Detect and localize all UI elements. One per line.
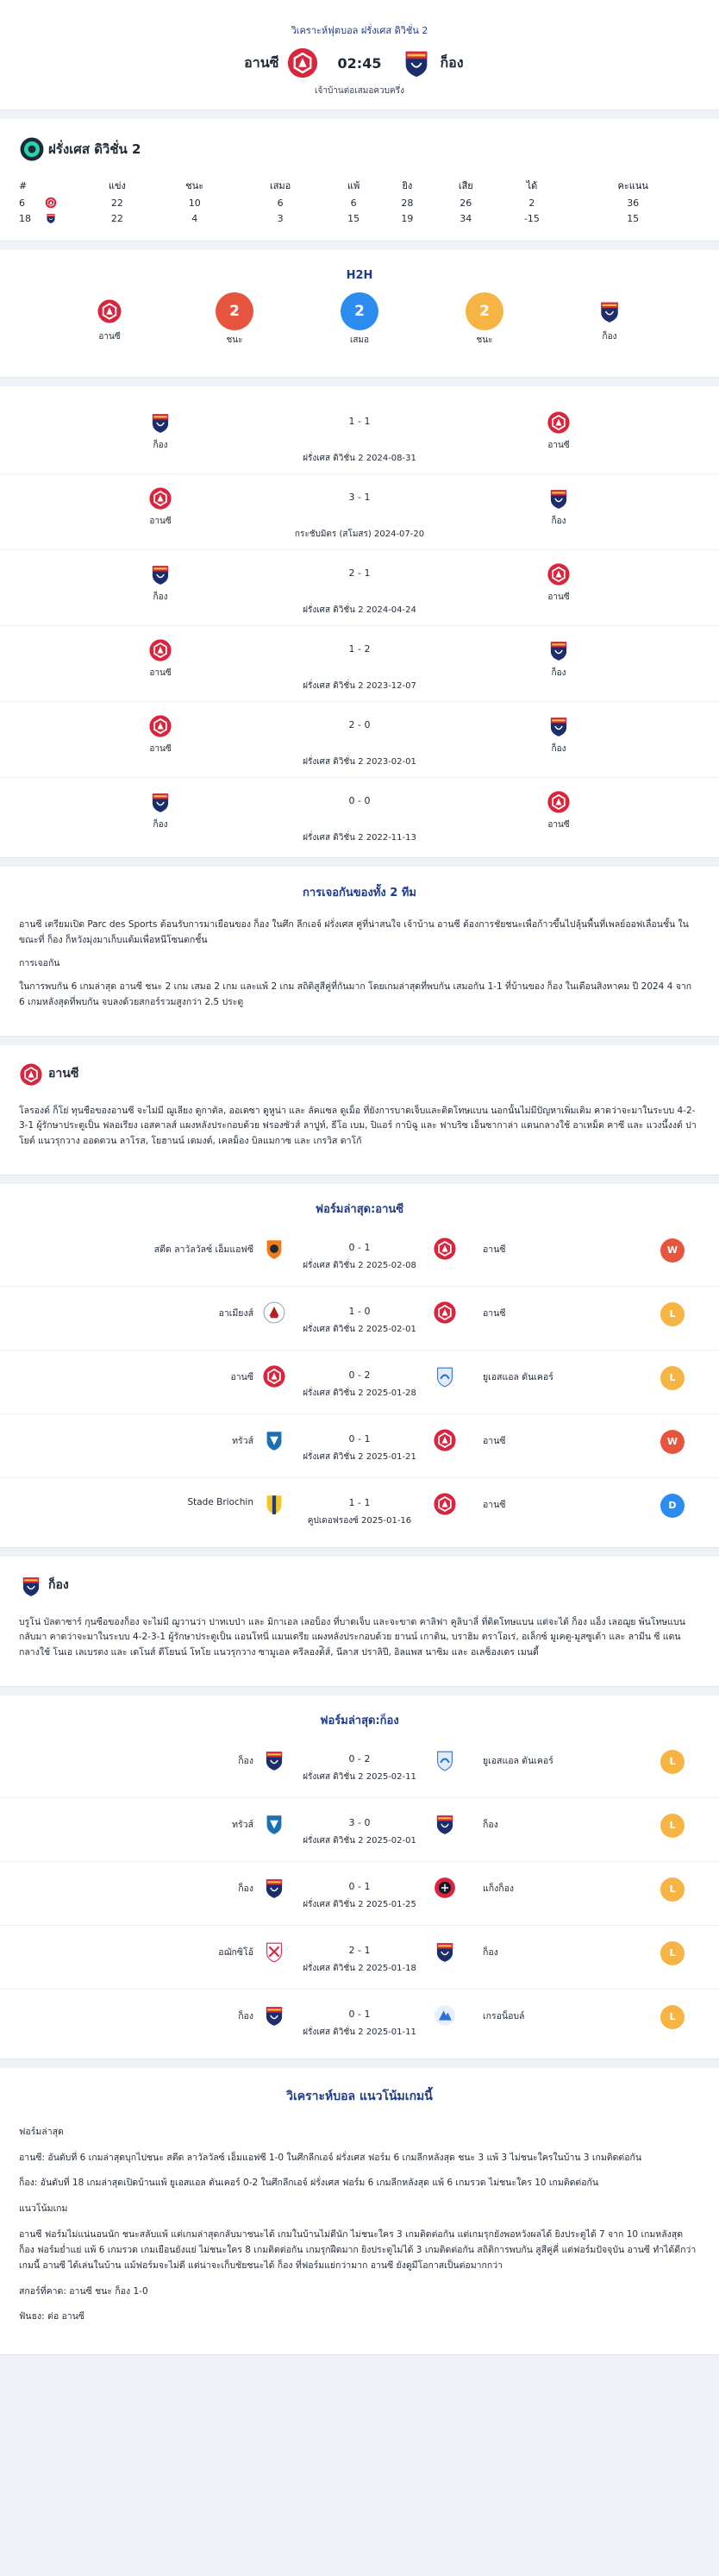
col-goals-against: เสีย [458, 180, 473, 191]
annecy-logo-icon [433, 1428, 457, 1452]
standings-title-text: ฝรั่งเศส ดิวิชั่น 2 [48, 141, 141, 157]
form-score: 0 - 1 [348, 2008, 371, 2020]
league-logo-icon [19, 136, 45, 162]
form-score: 0 - 1 [348, 1432, 371, 1445]
match-home-name: ก็อง [153, 820, 168, 830]
row-lost: 15 [347, 212, 360, 224]
form-away-name[interactable]: ยูเอสแอล ดันเคอร์ [483, 1371, 553, 1382]
annecy-logo-icon [19, 1062, 43, 1087]
meeting-section [0, 867, 719, 1037]
result-badge: L [660, 1877, 685, 1902]
kickoff-time: 02:45 [337, 54, 382, 72]
match-meta: ฝรั่งเศส ดิวิชั่น 2 2023-12-07 [303, 681, 416, 691]
h2h-stats-row [0, 282, 719, 347]
h2h-away-label: ก็อง [602, 332, 617, 342]
dunkerque-logo-icon [433, 1364, 457, 1388]
form-score: 0 - 2 [348, 1752, 371, 1764]
meeting-paragraph: อานซี เตรียมเปิด Parc des Sports ต้อนรับการมาเยือนของ ก็อง ในศึก ลีกเอจ์ ฝรั่งเศส คู่ที่น่าสนใจ เจ้าบ้าน อานซี ต้องการชัยชนะเพื่อก้าวขึ้นไปลุ้นพื้นที่เพลย์ออฟเลื่อนชั้น ในขณะที่ ก็อง ก็หวังมุ่งมาเก็บแต้มเพื่อหนีโซนตกชั้น [19, 919, 689, 945]
form-row[interactable] [0, 1734, 719, 1798]
match-away[interactable] [524, 562, 593, 604]
form-home-name[interactable]: ก็อง [238, 2010, 253, 2021]
caen-logo-icon [547, 714, 571, 738]
row-ga: 26 [460, 197, 472, 209]
table-row[interactable] [19, 210, 700, 226]
result-badge: L [660, 1941, 685, 1965]
result-badge: L [660, 1366, 685, 1390]
predicted-score: สกอร์ที่คาด: อานซี ชนะ ก็อง 1-0 [19, 2285, 148, 2297]
standings-table [19, 176, 700, 226]
stat-label: ชนะ [476, 335, 493, 345]
form-score: 1 - 0 [348, 1305, 371, 1317]
row-played: 22 [110, 212, 123, 224]
caen-logo-icon [547, 486, 571, 511]
caen-team-news [0, 1557, 719, 1687]
stat-circle: 2 [341, 292, 378, 330]
match-away-name: ก็อง [551, 668, 566, 678]
form-home-name[interactable]: ก็อง [238, 1883, 253, 1894]
teams-row [0, 47, 719, 79]
row-pts: 36 [627, 197, 640, 209]
annecy-logo-icon [547, 411, 571, 435]
match-header [0, 0, 719, 110]
form-meta: ฝรั่งเศส ดิวิชั่น 2 2025-02-11 [303, 1771, 416, 1782]
caen-logo-icon [597, 298, 622, 324]
row-team [45, 195, 79, 210]
match-home-name: อานซี [149, 668, 172, 678]
form-row[interactable] [0, 1287, 719, 1351]
match-meta: กระชับมิตร (สโมสร) 2024-07-20 [294, 530, 425, 539]
form-away-name[interactable]: ก็อง [483, 1946, 498, 1958]
form-home-name[interactable]: ก็อง [238, 1755, 253, 1766]
caen-logo-icon [433, 1940, 457, 1964]
row-lost: 6 [350, 197, 357, 209]
h2h-stat-draws [321, 292, 398, 347]
annecy-logo-icon [433, 1237, 457, 1261]
form-away-name[interactable]: แก็งก็อง [483, 1883, 515, 1894]
form-score: 0 - 1 [348, 1880, 371, 1892]
form-meta: ฝรั่งเศส ดิวิชั่น 2 2025-02-01 [303, 1835, 416, 1846]
match-away[interactable] [524, 714, 593, 755]
annecy-logo-icon [433, 1492, 457, 1516]
row-gd: -15 [523, 212, 540, 224]
caen-news-title [19, 1574, 700, 1598]
form-home-name[interactable]: อฌักซิโอ้ [218, 1946, 253, 1958]
form-home-name[interactable]: ทรัวส์ [232, 1435, 253, 1446]
annecy-logo-icon [97, 298, 122, 324]
form-away-name[interactable]: ยูเอสแอล ดันเคอร์ [483, 1755, 553, 1766]
form-score: 1 - 1 [348, 1496, 371, 1508]
match-away-name: อานซี [547, 592, 570, 602]
h2h-match-row[interactable] [0, 778, 719, 854]
form-row[interactable] [0, 1223, 719, 1287]
h2h-away[interactable] [571, 292, 648, 347]
row-gd: 2 [528, 197, 535, 209]
result-badge: W [660, 1430, 685, 1454]
analysis-section [0, 2068, 719, 2355]
match-score: 3 - 1 [348, 492, 371, 503]
row-drawn: 3 [277, 212, 284, 224]
form-meta: ฝรั่งเศส ดิวิชั่น 2 2025-01-11 [303, 2027, 416, 2037]
form-score: 3 - 0 [348, 1816, 371, 1828]
annecy-news-title [19, 1062, 700, 1087]
h2h-match-row[interactable] [0, 702, 719, 778]
annecy-logo-icon [433, 1301, 457, 1325]
form-home-name[interactable]: Stade Briochin [187, 1496, 253, 1507]
annecy-team-news [0, 1045, 719, 1175]
handicap-info: เจ้าบ้านต่อเสมอควบครึ่ง [315, 86, 404, 96]
analysis-title: วิเคราะห์บอล แนวโน้มเกมนี้ [286, 2089, 433, 2103]
form-away-name[interactable]: ก็อง [483, 1819, 498, 1830]
match-home-name: ก็อง [153, 592, 168, 602]
annecy-logo-icon[interactable] [286, 47, 319, 79]
analysis-paragraph: ก็อง: อันดับที่ 18 เกมล่าสุดเปิดบ้านแพ้ ยูเอสแอล ดันเคอร์ 0-2 ในศึกลีกเอจ์ ฝรั่งเศส ฟอร์ม 6 เกมลีกหลังสุด แพ้ 6 เกมรวด ไม่ชนะใคร 10 เกมติดต่อกัน [19, 2178, 599, 2189]
form-score: 0 - 2 [348, 1369, 371, 1381]
h2h-home[interactable] [71, 292, 148, 347]
match-score: 1 - 1 [348, 416, 371, 427]
result-badge: W [660, 1238, 685, 1263]
match-meta: ฝรั่งเศส ดิวิชั่น 2 2024-08-31 [303, 454, 416, 463]
grenoble-logo-icon [433, 2003, 457, 2028]
form-row[interactable] [0, 1414, 719, 1478]
caen-logo-icon [433, 1812, 457, 1836]
match-meta: ฝรั่งเศส ดิวิชั่น 2 2024-04-24 [303, 605, 416, 615]
form-away-name[interactable]: เกรอน็อบล์ [483, 2010, 525, 2021]
match-away-name: อานซี [547, 441, 570, 450]
tip: ฟันธง: ต่อ อานซี [19, 2311, 84, 2322]
result-badge: L [660, 1750, 685, 1774]
caen-form-list [0, 1734, 719, 2053]
away-team-name[interactable]: ก็อง [440, 53, 464, 71]
caen-logo-icon [19, 1574, 43, 1598]
league-title: วิเคราะห์ฟุตบอล ฝรั่งเศส ดิวิชั่น 2 [291, 25, 428, 36]
form-score: 2 - 1 [348, 1944, 371, 1956]
form-meta: ฝรั่งเศส ดิวิชั่น 2 2025-02-01 [303, 1324, 416, 1334]
row-won: 10 [188, 197, 201, 209]
meeting-paragraph: ในการพบกัน 6 เกมล่าสุด อานซี ชนะ 2 เกม เสมอ 2 เกม และแพ้ 2 เกม สถิติสูสีคู่ที่กันมาก โดยเกมล่าสุดที่พบกัน เสมอกัน 1-1 ที่บ้านของ ก็อง ในเดือนสิงหาคม ปี 2024 4 จาก 6 เกมหลังสุดที่พบกัน จบลงด้วยสกอร์รวมสูงกว่า 2.5 ประตู [19, 981, 692, 1007]
match-home-name: ก็อง [153, 441, 168, 450]
caen-logo-icon [45, 212, 57, 224]
result-badge: L [660, 1302, 685, 1326]
result-badge: L [660, 1814, 685, 1838]
form-meta: คูปเดอฟรองซ์ 2025-01-16 [307, 1515, 412, 1526]
analysis-paragraph: อานซี: อันดับที่ 6 เกมล่าสุดบุกไปชนะ สตีด ลาวัลวัลซ์ เอ็มแอฟซี 1-0 ในศึกลีกเอจ์ ฝรั่งเศส ฟอร์ม 6 เกมลีกหลังสุด ชนะ 3 แพ้ 3 ไม่ชนะใครในบ้าน 3 เกมติดต่อกัน [19, 2152, 642, 2163]
col-goal-diff: ได้ [526, 180, 538, 191]
annecy-news-title-text: อานซี [48, 1067, 79, 1081]
row-pos: 6 [19, 197, 25, 209]
annecy-logo-icon [45, 197, 57, 209]
stat-label: ชนะ [226, 335, 243, 345]
h2h-stat-home-wins [196, 292, 273, 347]
h2h-match-row[interactable] [0, 474, 719, 550]
match-away[interactable] [524, 486, 593, 528]
form-away-name[interactable]: อานซี [483, 1307, 506, 1319]
form-home-name[interactable]: สตีด ลาวัลวัลซ์ เอ็มแอฟซี [153, 1244, 253, 1255]
caen-form-card [0, 1695, 719, 2059]
match-home-name: อานซี [149, 744, 172, 754]
form-meta: ฝรั่งเศส ดิวิชั่น 2 2025-01-28 [303, 1388, 416, 1398]
result-badge: L [660, 2005, 685, 2029]
form-home-name[interactable]: ทรัวส์ [232, 1819, 253, 1830]
match-meta: ฝรั่งเศส ดิวิชั่น 2 2023-02-01 [303, 757, 416, 767]
h2h-home-label: อานซี [98, 332, 121, 342]
match-score: 0 - 0 [348, 795, 371, 806]
annecy-form-title: ฟอร์มล่าสุด:อานซี [315, 1202, 404, 1216]
form-meta: ฝรั่งเศส ดิวิชั่น 2 2025-02-08 [303, 1260, 416, 1270]
table-row[interactable] [19, 195, 700, 210]
caen-logo-icon[interactable] [400, 47, 433, 79]
h2h-summary [0, 250, 719, 378]
h2h-match-row[interactable] [0, 550, 719, 626]
h2h-match-list [0, 386, 719, 858]
caen-news-title-text: ก็อง [48, 1578, 69, 1593]
annecy-news-text: โลรองต์ ก็โย่ ทุนชือของอานซี จะไม่มี ฌูเลียง ดูกาตัล, ออเดซา ดูหูน่า และ ลัคแซล ดูเม็อ ที่ยังการบาดเจ็บและติดโทษแบน นอกนั้นไม่มีปัญหาเพิ่มเติม คาดว่าจะมาในระบบ 4-2-3-1 ผู้รักษาประตูเป็น ฟลอเรียง เอสคาลส์ แผงหลังประกอบด้วย ฟรองซัวส์ ลาปูท์, ธีโอ เบม, ปิแอร์ กาบิฉู และ ฟาบริซ เอ็นซากาล่า แดนกลางใช้ อาเหม็ด คาซี และ แวงนึ้งงต์ ปาโยต์ แนวรุกวาง ออดตวน ลาโรส, โยฮานน์ เดมงต์, เคลม็อง บิลแมกาซ และ เกรวิส ดาโกั [19, 1106, 697, 1146]
row-pts: 15 [627, 212, 640, 224]
stat-circle: 2 [216, 292, 253, 330]
form-home-name[interactable]: อาเมียงส์ [218, 1307, 253, 1319]
match-away-name: อานซี [547, 820, 570, 830]
result-badge: D [660, 1494, 685, 1518]
match-score: 2 - 0 [348, 719, 371, 730]
stat-label: เสมอ [349, 335, 370, 345]
caen-news-text: บรูโน่ บัลตาซาร์ กุนซือของก็อง จะไม่มี ฌูวานว่า ปาทเบป่า และ มิกาเอล เลอบ็อง ที่บาดเจ็บ และจะขาด คาลิฟา คูลิบาลี่ ที่ติดโทษแบน แต่จะได้ ก็อง แอ็ง เลอฌูย พ้นโทษแบนกลับมา คาดว่าจะมาในระบบ 4-2-3-1 ผู้รักษาประตูเป็น แอนโทนี่ แมนเดรีย แผงหลังประกอบด้วย ยานน์ เกาติน, บราฮิม ตราโอเร่, อเล็กซ์ มูเคตู-มูสซูเต้า และ ลามีน ซี แดนกลางใช้ โนเอ เลเบรตง และ เดโนส์ ดีโยนน์ โทโย แนวรุกวาง ซามูเอล ครีลองต์ิส์, นีลาส ปราลิปี, อิลแพส นาซิม และ อเลซ็องเดร เมนดี้ [19, 1616, 685, 1658]
match-score: 1 - 2 [348, 643, 371, 655]
form-away-name[interactable]: อานซี [483, 1435, 506, 1446]
match-meta: ฝรั่งเศส ดิวิชั่น 2 2022-11-13 [303, 833, 416, 843]
row-gf: 19 [401, 212, 414, 224]
row-gf: 28 [401, 197, 414, 209]
standings-card [0, 119, 719, 241]
analysis-paragraph: อานซี ฟอร์มไม่แน่นอนนัก ชนะสลับแพ้ แต่เกมล่าสุดกลับมาชนะได้ เกมในบ้านไม่ดีนัก ไม่ชนะใคร 3 เกมติดต่อกัน แต่เกมรุกยังพอหวังผลได้ ยิงประตูได้ 7 จาก 10 เกมหลังสุด ก็อง ฟอร์มย่ำแย่ แพ้ 6 เกมรวด เกมเยือนยังแย่ ไม่ชนะใคร 8 เกมติดต่อกัน เกมรุกฝืดมาก ยิงประตูไม่ได้ 3 เกมติดต่อกัน สถิติการพบกัน สูสีคู่คี่ แต่ฟอร์มปัจจุบัน อานซี ทำได้ดีกว่า เกมนี้ อานซี ได้เล่นในบ้าน แม้ฟอร์มจะไม่ดี แต่น่าจะเก็บชัยชนะได้ ก็อง ที่ฟอร์มแย่กว่ามาก อานซี ยังดูมีโอกาสเป็นต่อมากกว่า [19, 2229, 697, 2271]
form-meta: ฝรั่งเศส ดิวิชั่น 2 2025-01-25 [303, 1899, 416, 1909]
form-home-name[interactable]: อานซี [230, 1371, 253, 1382]
col-pos: # [19, 179, 28, 191]
form-row[interactable] [0, 1798, 719, 1862]
form-row[interactable] [0, 1478, 719, 1542]
row-drawn: 6 [277, 197, 284, 209]
match-home-name: อานซี [149, 517, 172, 526]
row-pos: 18 [19, 212, 31, 224]
standings-title [19, 136, 700, 162]
analysis-subheading: ฟอร์มล่าสุด [19, 2126, 64, 2137]
form-score: 0 - 1 [348, 1241, 371, 1253]
form-meta: ฝรั่งเศส ดิวิชั่น 2 2025-01-21 [303, 1451, 416, 1462]
match-score: 2 - 1 [348, 567, 371, 579]
col-won: ชนะ [185, 180, 204, 191]
meeting-subheading: การเจอกัน [19, 958, 60, 969]
form-away-name[interactable]: อานซี [483, 1499, 506, 1510]
form-away-name[interactable]: อานซี [483, 1244, 506, 1255]
row-ga: 34 [460, 212, 472, 224]
col-points: คะแนน [617, 180, 648, 191]
match-away[interactable] [524, 638, 593, 680]
home-team-name[interactable]: อานซี [244, 53, 279, 71]
row-played: 22 [110, 197, 123, 209]
caen-logo-icon [547, 638, 571, 662]
match-away-name: ก็อง [551, 517, 566, 526]
col-played: แข่ง [108, 180, 126, 191]
form-row[interactable] [0, 1862, 719, 1926]
annecy-logo-icon [547, 562, 571, 586]
col-team [45, 176, 79, 195]
form-row[interactable] [0, 1351, 719, 1414]
caen-form-title: ฟอร์มล่าสุด:ก็อง [320, 1714, 399, 1727]
match-away[interactable] [524, 411, 593, 452]
match-away-name: ก็อง [551, 744, 566, 754]
col-goals-for: ยิง [402, 180, 413, 191]
col-lost: แพ้ [347, 180, 360, 191]
annecy-form-list [0, 1223, 719, 1542]
form-row[interactable] [0, 1926, 719, 1990]
meeting-title: การเจอกันของทั้ง 2 ทีม [303, 887, 416, 899]
h2h-match-row[interactable] [0, 626, 719, 702]
h2h-stat-away-wins [446, 292, 523, 347]
match-away[interactable] [524, 790, 593, 831]
form-meta: ฝรั่งเศส ดิวิชั่น 2 2025-01-18 [303, 1963, 416, 1973]
annecy-form-card [0, 1184, 719, 1548]
annecy-logo-icon [547, 790, 571, 814]
dunkerque-logo-icon [433, 1748, 457, 1772]
form-row[interactable] [0, 1990, 719, 2053]
row-team [45, 210, 79, 226]
stat-circle: 2 [466, 292, 503, 330]
h2h-match-row[interactable] [0, 398, 719, 474]
guingamp-logo-icon [433, 1876, 457, 1900]
col-drawn: เสมอ [269, 180, 291, 191]
analysis-subheading: แนวโน้มเกม [19, 2203, 68, 2215]
row-won: 4 [191, 212, 198, 224]
h2h-title: H2H [346, 269, 373, 282]
